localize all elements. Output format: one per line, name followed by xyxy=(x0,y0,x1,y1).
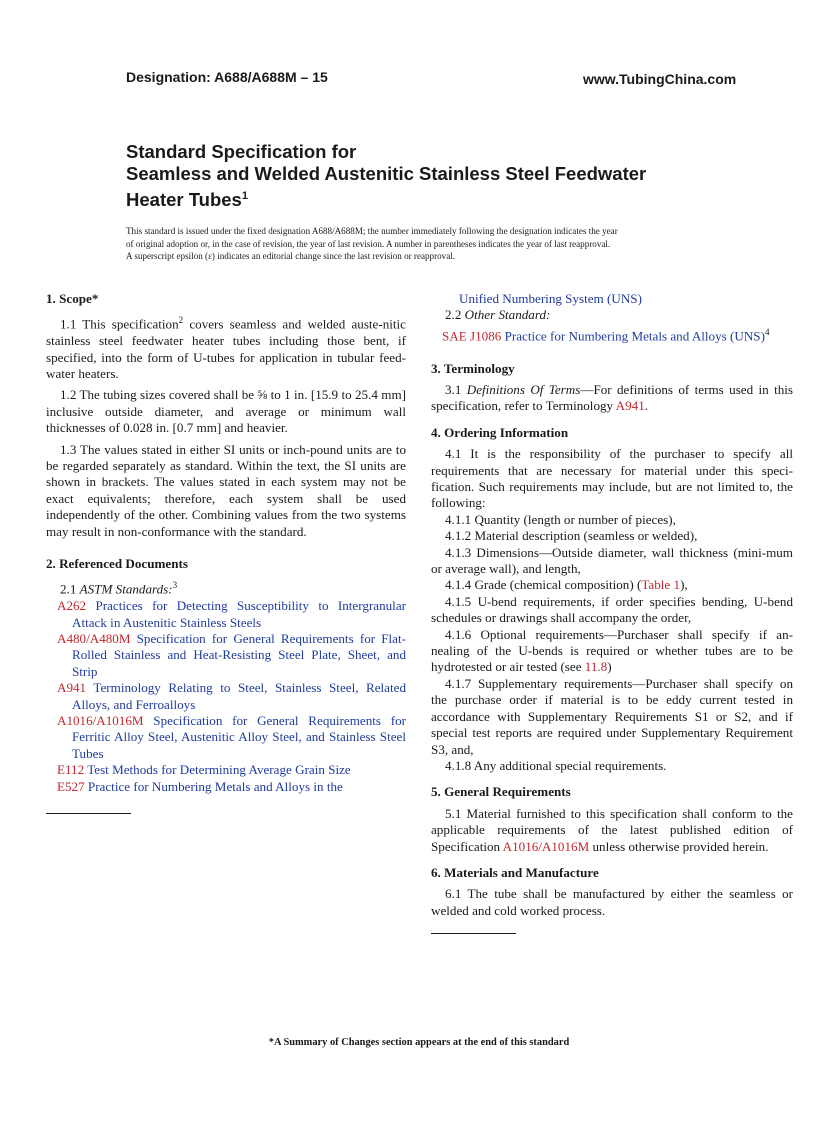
left-column xyxy=(46,291,406,814)
ordering-item: 4.1.3 Dimensions—Outside diameter, wall thickness (mini-mum or average wall), and length, xyxy=(431,544,793,577)
reference-item[interactable]: A941 Terminology Relating to Steel, Stainless Steel, Related Alloys, and Ferroalloys xyxy=(57,680,406,712)
reference-item[interactable]: A262 Practices for Detecting Susceptibility to Intergranular Attack in Austenitic Stainless Steels xyxy=(57,598,406,630)
website-link[interactable]: www.TubingChina.com xyxy=(583,71,737,87)
paragraph-3-1: 3.1 Definitions Of Terms—For definitions of terms used in this specification, refer to Terminology A941. xyxy=(431,381,794,414)
footnote-rule xyxy=(46,813,131,814)
section-heading-general: 5. General Requirements xyxy=(431,784,571,800)
table-1-link[interactable]: Table 1 xyxy=(641,577,681,593)
paragraph-4-1: 4.1 It is the responsibility of the purchaser to specify all requirements that are necessary for material under this speci-fication. Such requirements may include, but are not limited to, the following: xyxy=(431,446,793,511)
reference-item[interactable]: A1016/A1016M Specification for General Requirements for Ferritic Alloy Steel, Austenitic Alloy Steel, and Stainless Steel Tubes xyxy=(57,713,406,761)
other-standard-label: 2.2 Other Standard: xyxy=(445,307,551,323)
right-column xyxy=(431,291,793,934)
ordering-item: 4.1.8 Any additional special requirements. xyxy=(445,757,667,773)
astm-standards-label: 2.1 ASTM Standards:$^3$ xyxy=(60,580,178,597)
title-footnote-mark: 1 xyxy=(241,190,248,202)
designation: Designation: A688/A688M – 15 xyxy=(126,69,328,85)
reference-item[interactable]: E112 Test Methods for Determining Average Grain Size xyxy=(57,762,351,778)
reference-item-sae[interactable]: SAE J1086 Practice for Numbering Metals and Alloys (UNS)$^4$ xyxy=(442,326,770,344)
reference-code[interactable]: E112 xyxy=(57,762,85,778)
issued-note: This standard is issued under the fixed designation A688/A688M; the number immediately following the designation indicates the year of original adoption or, in the case of revision, the year of last revision. A number in parentheses indicates the year of last reapproval. A superscript epsilon (ε) indicates an editorial change since the last revision or reapproval. xyxy=(126,226,618,261)
ordering-item: 4.1.6 Optional requirements—Purchaser shall specify if an-nealing of the U-bends is required or whether tubes are to be hydrotested or air tested (see 11.8) xyxy=(431,626,793,675)
ordering-item: 4.1.5 U-bend requirements, if order specifies bending, U-bend schedules or drawings shall accompany the order, xyxy=(431,593,793,626)
section-heading-referenced: 2. Referenced Documents xyxy=(46,556,188,572)
paragraph-1-1: 1.1 This specification$^2$ covers seamless and welded auste-nitic stainless steel feedwater heater tubes including those bent, if specified, into the form of U-tubes for application in tubular feed-water heaters. xyxy=(46,315,406,381)
reference-code[interactable]: E527 xyxy=(57,778,85,794)
title-line-2: Seamless and Welded Austenitic Stainless Steel Feedwater xyxy=(126,163,647,184)
section-heading-materials: 6. Materials and Manufacture xyxy=(431,864,599,880)
paragraph-5-1: 5.1 Material furnished to this specification shall conform to the applicable requirements of the latest published edition of Specification A1016/A1016M unless otherwise provided herein. xyxy=(431,805,793,854)
reference-code[interactable]: SAE J1086 xyxy=(442,328,502,344)
section-11-8-link[interactable]: 11.8 xyxy=(584,659,608,675)
document-title xyxy=(126,141,746,211)
summary-of-changes-note: *A Summary of Changes section appears at the end of this standard xyxy=(268,1037,570,1048)
reference-code[interactable]: A262 xyxy=(57,598,87,614)
paragraph-1-3: 1.3 The values stated in either SI units or inch-pound units are to be regarded separately as standard. Within the text, the SI units are shown in brackets. The values stated in each system may not be exact equivalents; therefore, each system shall be used independently of the other. Combining values from the two systems may result in non-conformance with the standard. xyxy=(46,441,406,539)
ordering-item: 4.1.7 Supplementary requirements—Purchaser shall specify on the purchase order if material is to be eddy current tested in accordance with Supplementary Requirements S1 or S2, and if special test reports are required under Supplementary Requirement S3, and, xyxy=(431,675,793,757)
reference-code[interactable]: A941 xyxy=(57,680,87,696)
title-line-3: Heater Tubes$^1$ xyxy=(126,189,248,211)
ordering-item: 4.1.2 Material description (seamless or welded), xyxy=(445,528,698,544)
title-line-1: Standard Specification for xyxy=(126,141,357,162)
uns-continuation[interactable]: Unified Numbering System (UNS) xyxy=(459,291,642,306)
ordering-item: 4.1.1 Quantity (length or number of pieces), xyxy=(445,511,676,527)
spec-link[interactable]: A1016/A1016M xyxy=(502,838,590,854)
section-heading-ordering: 4. Ordering Information xyxy=(431,424,569,440)
reference-item[interactable]: E527 Practice for Numbering Metals and Alloys in the xyxy=(57,778,343,794)
paragraph-6-1: 6.1 The tube shall be manufactured by either the seamless or welded and cold worked process. xyxy=(431,886,793,918)
terminology-link[interactable]: A941 xyxy=(615,398,645,414)
footnote-rule xyxy=(431,933,516,934)
reference-code[interactable]: A480/A480M xyxy=(57,631,131,647)
reference-code[interactable]: A1016/A1016M xyxy=(57,713,144,729)
section-heading-terminology: 3. Terminology xyxy=(431,360,515,376)
section-heading-scope: 1. Scope* xyxy=(46,291,99,306)
paragraph-1-2: 1.2 The tubing sizes covered shall be ⅝ to 1 in. [15.9 to 25.4 mm] inclusive outside diameter, and average or minimum wall thicknesses of 0.028 in. [0.7 mm] and heavier. xyxy=(46,387,406,436)
ordering-item: 4.1.4 Grade (chemical composition) (Table 1), xyxy=(445,577,688,593)
reference-item[interactable]: A480/A480M Specification for General Requirements for Flat-Rolled Stainless and Heat-Resisting Steel Plate, Sheet, and Strip xyxy=(57,631,406,679)
